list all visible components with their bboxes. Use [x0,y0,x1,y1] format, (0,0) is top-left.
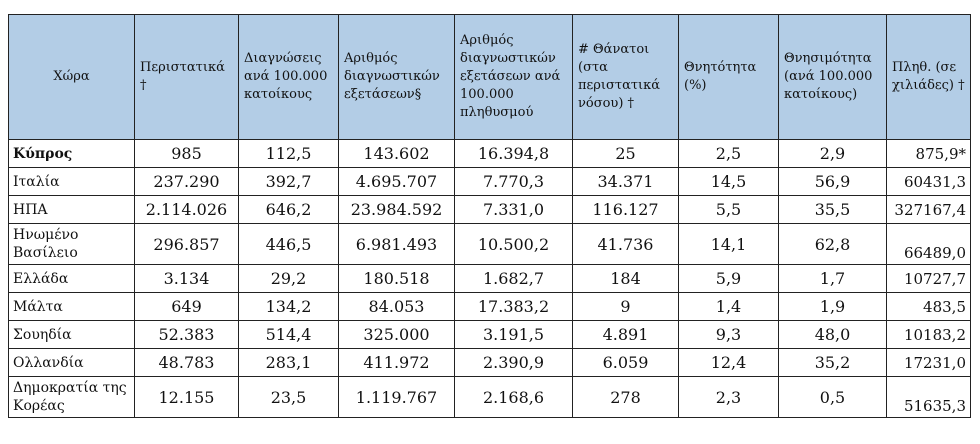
deaths-cell: 34.371 [573,168,679,196]
case-fatality-cell: 9,3 [679,321,779,349]
table-row [9,293,971,321]
tests-cell: 325.000 [339,321,455,349]
diagnoses-per-100k-cell: 134,2 [239,293,339,321]
population-cell: 60431,3 [887,168,971,196]
tests-per-100k-cell: 10.500,2 [455,224,573,265]
table-row [9,196,971,224]
country-cell: Σουηδία [9,321,135,349]
deaths-cell: 6.059 [573,349,679,377]
case-fatality-cell: 5,5 [679,196,779,224]
case-fatality-cell: 14,1 [679,224,779,265]
covid-statistics-table-container [8,14,971,418]
table-row [9,349,971,377]
population-cell: 66489,0 [887,224,971,265]
country-cell: ΗΠΑ [9,196,135,224]
header-cases: Περιστατικά † [135,15,239,140]
mortality-cell: 2,9 [779,140,887,168]
tests-per-100k-cell: 2.390,9 [455,349,573,377]
table-body [9,140,971,418]
table-row [9,265,971,293]
deaths-cell: 278 [573,377,679,418]
case-fatality-cell: 2,3 [679,377,779,418]
deaths-cell: 25 [573,140,679,168]
tests-per-100k-cell: 16.394,8 [455,140,573,168]
diagnoses-per-100k-cell: 646,2 [239,196,339,224]
case-fatality-cell: 12,4 [679,349,779,377]
diagnoses-per-100k-cell: 29,2 [239,265,339,293]
deaths-cell: 4.891 [573,321,679,349]
cases-cell: 649 [135,293,239,321]
cases-cell: 12.155 [135,377,239,418]
diagnoses-per-100k-cell: 112,5 [239,140,339,168]
country-cell: Ολλανδία [9,349,135,377]
table-row [9,140,971,168]
tests-cell: 4.695.707 [339,168,455,196]
deaths-cell: 9 [573,293,679,321]
population-cell: 483,5 [887,293,971,321]
tests-cell: 411.972 [339,349,455,377]
table-row [9,224,971,265]
diagnoses-per-100k-cell: 446,5 [239,224,339,265]
mortality-cell: 48,0 [779,321,887,349]
cases-cell: 52.383 [135,321,239,349]
mortality-cell: 35,5 [779,196,887,224]
cases-cell: 296.857 [135,224,239,265]
cases-cell: 48.783 [135,349,239,377]
mortality-cell: 35,2 [779,349,887,377]
tests-cell: 143.602 [339,140,455,168]
deaths-cell: 41.736 [573,224,679,265]
tests-cell: 84.053 [339,293,455,321]
deaths-cell: 184 [573,265,679,293]
case-fatality-cell: 5,9 [679,265,779,293]
header-mortality-per-100k: Θνησιμότητα (ανά 100.000 κατοίκους) [779,15,887,140]
mortality-cell: 0,5 [779,377,887,418]
population-cell: 17231,0 [887,349,971,377]
header-row [9,15,971,140]
diagnoses-per-100k-cell: 514,4 [239,321,339,349]
header-population: Πληθ. (σε χιλιάδες) † [887,15,971,140]
country-cell: Ηνωμένο Βασίλειο [9,224,135,265]
cases-cell: 237.290 [135,168,239,196]
tests-cell: 1.119.767 [339,377,455,418]
tests-cell: 6.981.493 [339,224,455,265]
deaths-cell: 116.127 [573,196,679,224]
case-fatality-cell: 2,5 [679,140,779,168]
case-fatality-cell: 14,5 [679,168,779,196]
country-cell: Κύπρος [9,140,135,168]
population-cell: 51635,3 [887,377,971,418]
population-cell: 327167,4 [887,196,971,224]
country-cell: Ελλάδα [9,265,135,293]
tests-per-100k-cell: 1.682,7 [455,265,573,293]
diagnoses-per-100k-cell: 283,1 [239,349,339,377]
country-cell: Δημοκρατία της Κορέας [9,377,135,418]
population-cell: 10727,7 [887,265,971,293]
case-fatality-cell: 1,4 [679,293,779,321]
cases-cell: 2.114.026 [135,196,239,224]
cases-cell: 985 [135,140,239,168]
header-tests-per-100k: Αριθμός διαγνωστικών εξετάσεων ανά 100.000 πληθυσμού [455,15,573,140]
population-cell: 875,9* [887,140,971,168]
tests-cell: 180.518 [339,265,455,293]
tests-cell: 23.984.592 [339,196,455,224]
table-row [9,168,971,196]
table-row [9,377,971,418]
header-case-fatality: Θνητότητα (%) [679,15,779,140]
country-cell: Μάλτα [9,293,135,321]
tests-per-100k-cell: 7.331,0 [455,196,573,224]
covid-statistics-table [8,14,971,418]
mortality-cell: 62,8 [779,224,887,265]
diagnoses-per-100k-cell: 23,5 [239,377,339,418]
mortality-cell: 1,7 [779,265,887,293]
header-tests: Αριθμός διαγνωστικών εξετάσεων§ [339,15,455,140]
mortality-cell: 56,9 [779,168,887,196]
tests-per-100k-cell: 17.383,2 [455,293,573,321]
header-deaths: # Θάνατοι (στα περιστατικά νόσου) † [573,15,679,140]
country-cell: Ιταλία [9,168,135,196]
cases-cell: 3.134 [135,265,239,293]
diagnoses-per-100k-cell: 392,7 [239,168,339,196]
population-cell: 10183,2 [887,321,971,349]
table-row [9,321,971,349]
tests-per-100k-cell: 7.770,3 [455,168,573,196]
header-diagnoses-per-100k: Διαγνώσεις ανά 100.000 κατοίκους [239,15,339,140]
header-country: Χώρα [9,15,135,140]
tests-per-100k-cell: 3.191,5 [455,321,573,349]
tests-per-100k-cell: 2.168,6 [455,377,573,418]
mortality-cell: 1,9 [779,293,887,321]
